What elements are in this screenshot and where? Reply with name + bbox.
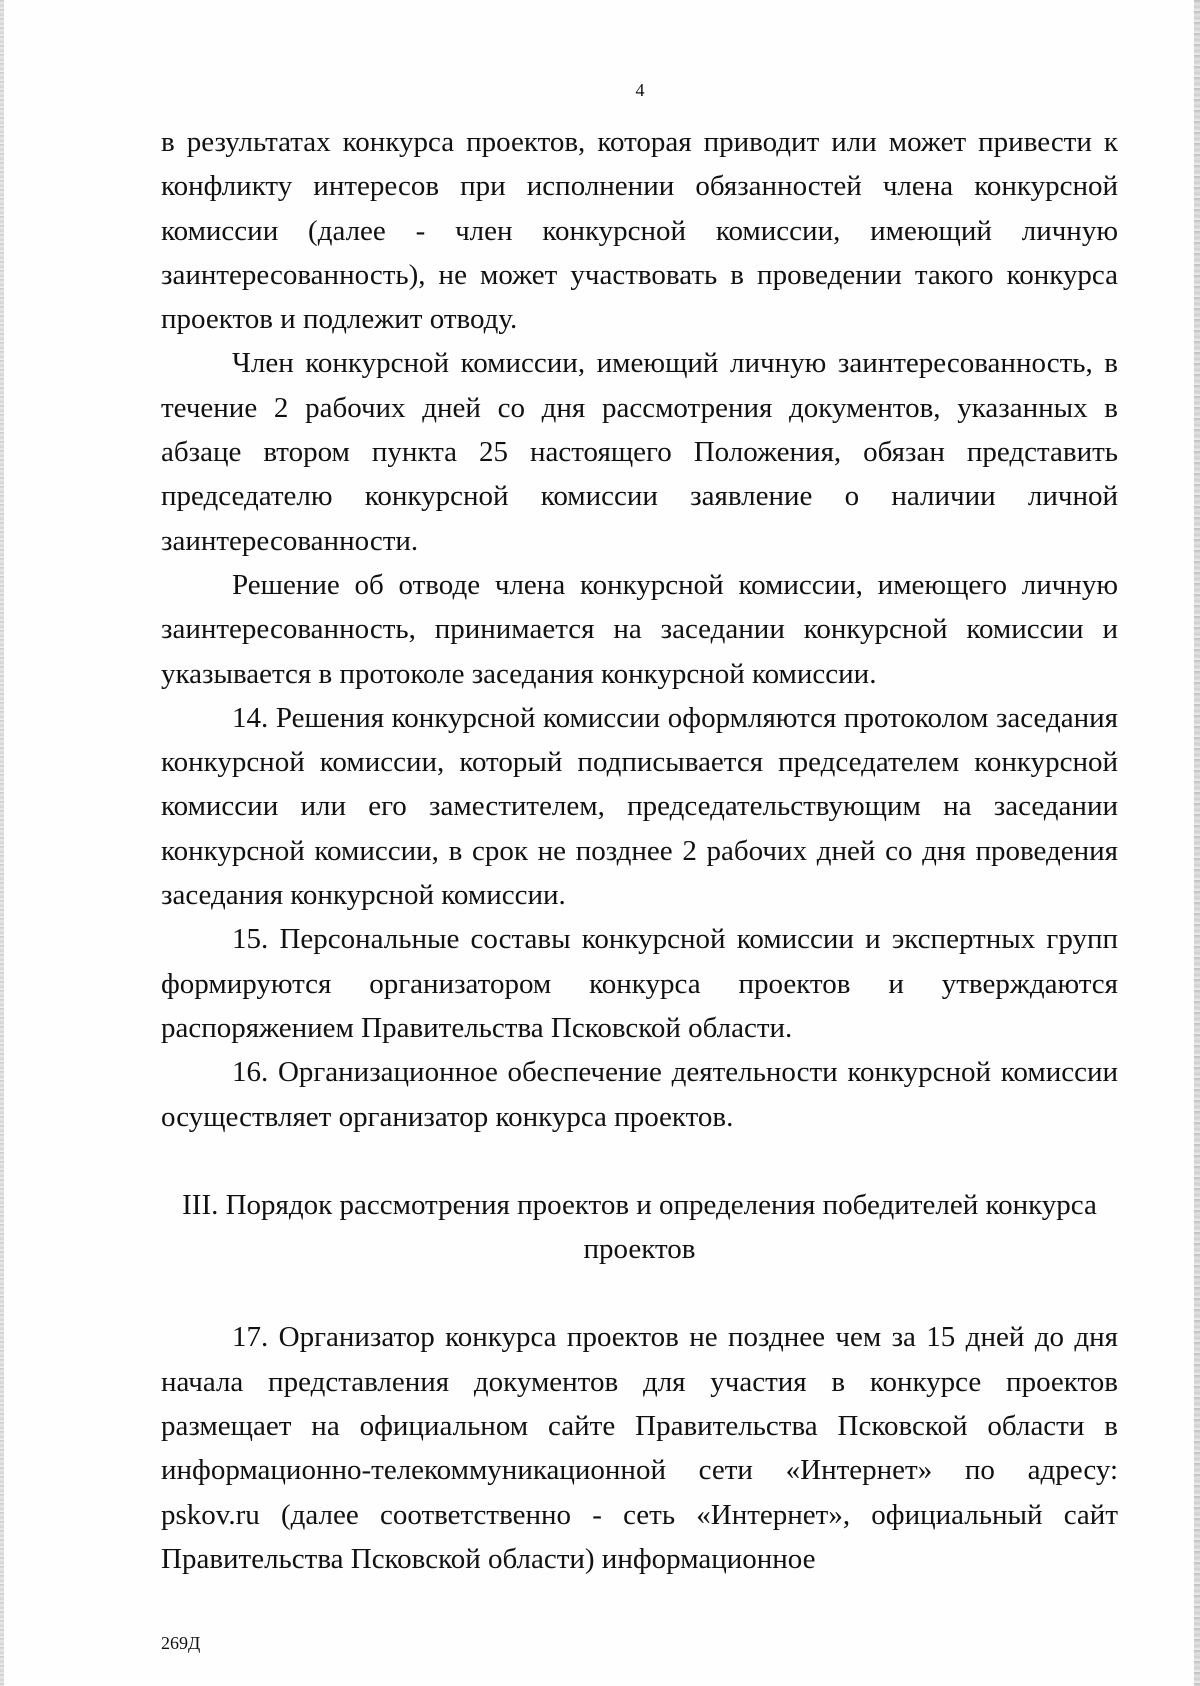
paragraph-continuation: в результатах конкурса проектов, которая приводит или может привести к конфликту интересов при исполнении обязанностей члена конкурсной комиссии (далее - член конкурсной комиссии, имеющий личную заинтересованность), не может участвовать в проведении такого конкурса проектов и подлежит отводу. bbox=[161, 126, 1118, 336]
section-heading-line-2: проектов bbox=[583, 1233, 696, 1266]
page-number: 4 bbox=[635, 80, 645, 100]
paragraph-item-15: 15. Персональные составы конкурсной комиссии и экспертных групп формируются организатором конкурса проектов и утверждаются распоряжением Правительства Псковской области. bbox=[161, 923, 1118, 1044]
scan-edge-left bbox=[0, 0, 4, 1686]
paragraph: Решение об отводе члена конкурсной комиссии, имеющего личную заинтересованность, принимается на заседании конкурсной комиссии и указывается в протоколе заседания конкурсной комиссии. bbox=[161, 568, 1118, 690]
paragraph-item-16: 16. Организационное обеспечение деятельности конкурсной комиссии осуществляет организатор конкурса проектов. bbox=[161, 1056, 1118, 1133]
section-heading-line-1: III. Порядок рассмотрения проектов и определения победителей конкурса bbox=[182, 1188, 1097, 1221]
document-code: 269Д bbox=[161, 1633, 201, 1653]
section-heading bbox=[161, 1183, 1118, 1272]
paragraph-item-17: 17. Организатор конкурса проектов не позднее чем за 15 дней до дня начала представления документов для участия в конкурсе проектов размещает на официальном сайте Правительства Псковской области в информационно-телекоммуникационной сети «Интернет» по адресу: pskov.ru (далее соответственно - сеть «Интернет», официальный сайт Правительства Псковской области) информационное bbox=[161, 1321, 1118, 1575]
paragraph-item-14: 14. Решения конкурсной комиссии оформляются протоколом заседания конкурсной комиссии, который подписывается председателем конкурсной комиссии или его заместителем, председательствующим на заседании конкурсной комиссии, в срок не позднее 2 рабочих дней со дня проведения заседания конкурсной комиссии. bbox=[161, 701, 1118, 912]
document-body bbox=[161, 120, 1118, 1581]
paragraph: Член конкурсной комиссии, имеющий личную заинтересованность, в течение 2 рабочих дней со дня рассмотрения документов, указанных в абзаце втором пункта 25 настоящего Положения, обязан представить председателю конкурсной комиссии заявление о наличии личной заинтересованности. bbox=[161, 347, 1118, 557]
scan-edge-right bbox=[1194, 0, 1200, 1686]
